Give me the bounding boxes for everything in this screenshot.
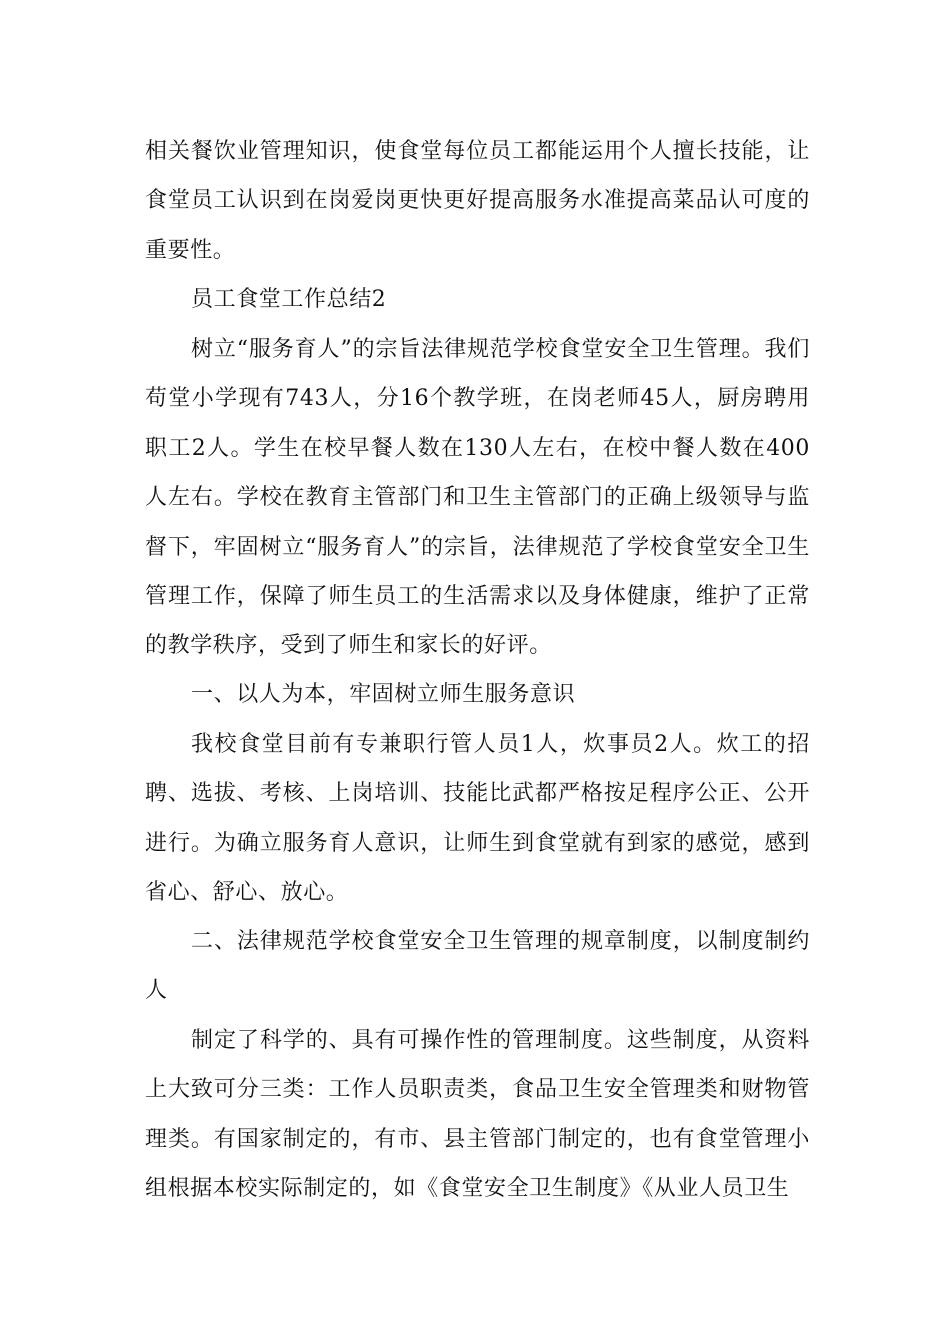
paragraph-text: 相关餐饮业管理知识，使食堂每位员工都能运用个人擅长技能，让食堂员工认识到在岗爱岗更快更好提高服务水准提高菜品认可度的重要性。 [145,139,810,263]
heading-one [145,670,810,719]
section-title-text: 员工食堂工作总结2 [191,287,387,312]
heading-text: 二、法律规范学校食堂安全卫生管理的规章制度，以制度制约人 [145,929,810,1004]
paragraph-continued [145,127,810,275]
section-title [145,275,810,324]
paragraph-text: 我校食堂目前有专兼职行管人员1人，炊事员2人。炊工的招聘、选拔、考核、上岗培训、技能比武都严格按足程序公正、公开进行。为确立服务育人意识，让师生到食堂就有到家的感觉，感到省心、舒心、放心。 [145,732,810,906]
heading-two [145,917,810,1016]
paragraph-text: 树立“服务育人”的宗旨法律规范学校食堂安全卫生管理。我们苟堂小学现有743人，分16个教学班，在岗老师45人，厨房聘用职工2人。学生在校早餐人数在130人左右，在校中餐人数在400人左右。学校在教育主管部门和卫生主管部门的正确上级领导与监督下，牢固树立“服务育人”的宗旨，法律规范了学校食堂安全卫生管理工作，保障了师生员工的生活需求以及身体健康，维护了正常的教学秩序，受到了师生和家长的好评。 [145,337,810,659]
heading-text: 一、以人为本，牢固树立师生服务意识 [191,682,576,707]
paragraph-rules [145,1016,810,1214]
paragraph-staff [145,720,810,918]
paragraph-text: 制定了科学的、具有可操作性的管理制度。这些制度，从资料上大致可分三类：工作人员职责类，食品卫生安全管理类和财物管理类。有国家制定的，有市、县主管部门制定的，也有食堂管理小组根据本校实际制定的，如《食堂安全卫生制度》《从业人员卫生 [145,1028,810,1202]
paragraph-intro [145,325,810,671]
